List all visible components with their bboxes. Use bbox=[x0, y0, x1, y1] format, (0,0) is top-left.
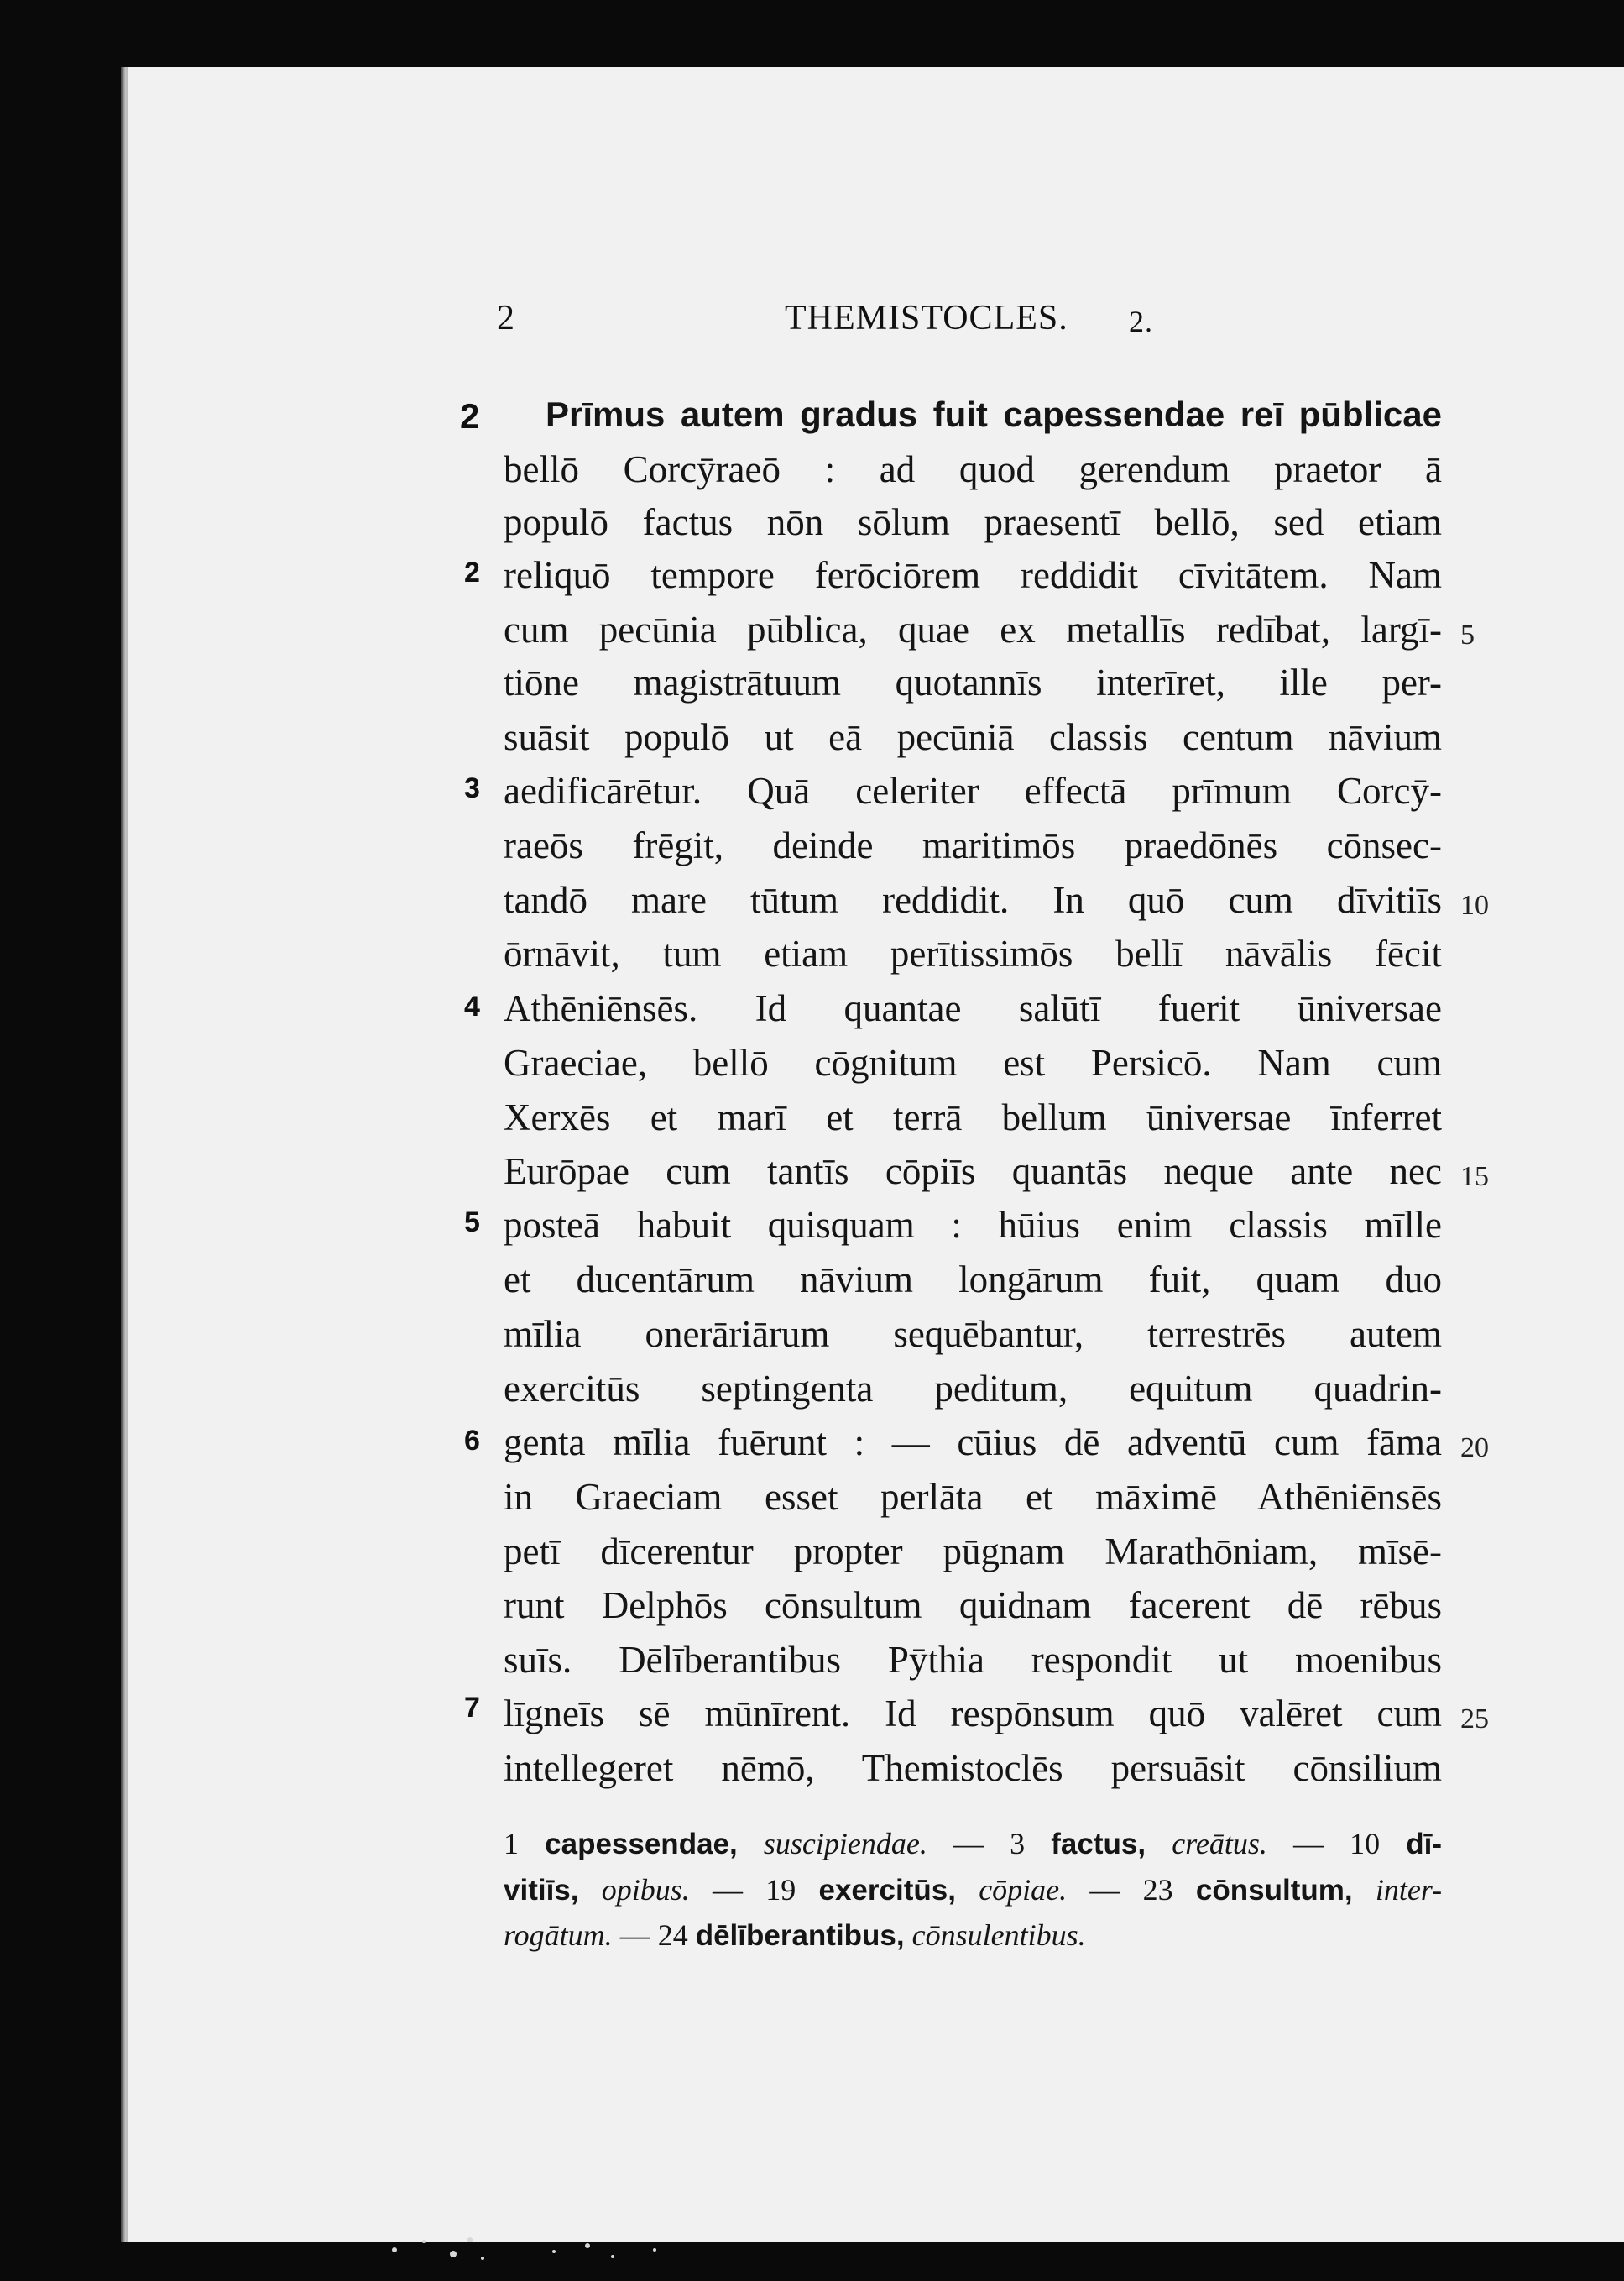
margin-line-number: 20 bbox=[1460, 1432, 1489, 1463]
text-line: Eurōpae cum tantīs cōpiīs quantās neque ante nec bbox=[504, 1150, 1442, 1192]
margin-line-number: 15 bbox=[1460, 1161, 1489, 1192]
footnote-line: 1 capessendae, suscipiendae. — 3 factus, creātus. — 10 dī- bbox=[504, 1827, 1443, 1860]
text-line: suīs. Dēlīberantibus Pȳthia respondit ut moenibus bbox=[504, 1639, 1442, 1681]
text-line: genta mīlia fuērunt : — cūius dē adventū cum fāma bbox=[504, 1421, 1442, 1463]
margin-line-number: 5 bbox=[1460, 620, 1475, 651]
text-line: posteā habuit quisquam : hūius enim classis mīlle bbox=[504, 1204, 1442, 1246]
text-line: runt Delphōs cōnsultum quidnam facerent dē rēbus bbox=[504, 1584, 1442, 1626]
text-line: intellegeret nēmō, Themistoclēs persuāsit cōnsilium bbox=[504, 1747, 1442, 1789]
text-line: bellō Corcȳraeō : ad quod gerendum praetor ā bbox=[504, 448, 1442, 490]
running-title: THEMISTOCLES. bbox=[785, 299, 1068, 337]
text-line: cum pecūnia pūblica, quae ex metallīs redībat, largī- bbox=[504, 609, 1442, 651]
text-line: et ducentārum nāvium longārum fuit, quam duo bbox=[504, 1258, 1442, 1300]
section-number: 6 bbox=[464, 1425, 480, 1457]
footnote-line: rogātum. — 24 dēlīberantibus, cōnsulentibus. bbox=[504, 1918, 1086, 1952]
text-line: aedificārētur. Quā celeriter effectā prīmum Corcȳ- bbox=[504, 770, 1442, 812]
text-line: Xerxēs et marī et terrā bellum ūniversae īnferret bbox=[504, 1096, 1442, 1138]
text-line: līgneīs sē mūnīrent. Id respōnsum quō valēret cum bbox=[504, 1692, 1442, 1734]
text-line: reliquō tempore ferōciōrem reddidit cīvitātem. Nam bbox=[504, 554, 1442, 596]
text-line: exercitūs septingenta peditum, equitum quadrin- bbox=[504, 1368, 1442, 1410]
section-number: 2 bbox=[464, 557, 480, 589]
text-line: Prīmus autem gradus fuit capessendae reī pūblicae bbox=[546, 395, 1442, 434]
text-line: mīlia onerāriārum sequēbantur, terrestrēs autem bbox=[504, 1313, 1442, 1355]
scan-specks bbox=[0, 2216, 1624, 2281]
chapter-number: 2. bbox=[1129, 305, 1153, 338]
margin-line-number: 25 bbox=[1460, 1703, 1489, 1734]
text-line: in Graeciam esset perlāta et māximē Athēniēnsēs bbox=[504, 1476, 1442, 1518]
text-line: tandō mare tūtum reddidit. In quō cum dīvitiīs bbox=[504, 879, 1442, 921]
page-number: 2 bbox=[497, 299, 515, 337]
text-line: petī dīcerentur propter pūgnam Marathōniam, mīsē- bbox=[504, 1530, 1442, 1572]
section-number: 3 bbox=[464, 772, 480, 804]
text-line: Athēniēnsēs. Id quantae salūtī fuerit ūniversae bbox=[504, 987, 1442, 1029]
text-line: Graeciae, bellō cōgnitum est Persicō. Nam cum bbox=[504, 1042, 1442, 1084]
footnote-line: vitiīs, opibus. — 19 exercitūs, cōpiae. — 23 cōnsultum, inter- bbox=[504, 1873, 1443, 1907]
section-number: 4 bbox=[464, 991, 480, 1023]
margin-line-number: 10 bbox=[1460, 890, 1489, 921]
text-line: tiōne magistrātuum quotannīs interīret, ille per- bbox=[504, 662, 1442, 704]
text-line: raeōs frēgit, deinde maritimōs praedōnēs cōnsec- bbox=[504, 824, 1442, 866]
section-number: 7 bbox=[464, 1692, 480, 1724]
section-number: 2 bbox=[460, 396, 480, 436]
text-line: suāsit populō ut eā pecūniā classis centum nāvium bbox=[504, 716, 1442, 758]
text-line: ōrnāvit, tum etiam perītissimōs bellī nāvālis fēcit bbox=[504, 933, 1442, 975]
section-number: 5 bbox=[464, 1206, 480, 1238]
text-line: populō factus nōn sōlum praesentī bellō, sed etiam bbox=[504, 501, 1442, 543]
